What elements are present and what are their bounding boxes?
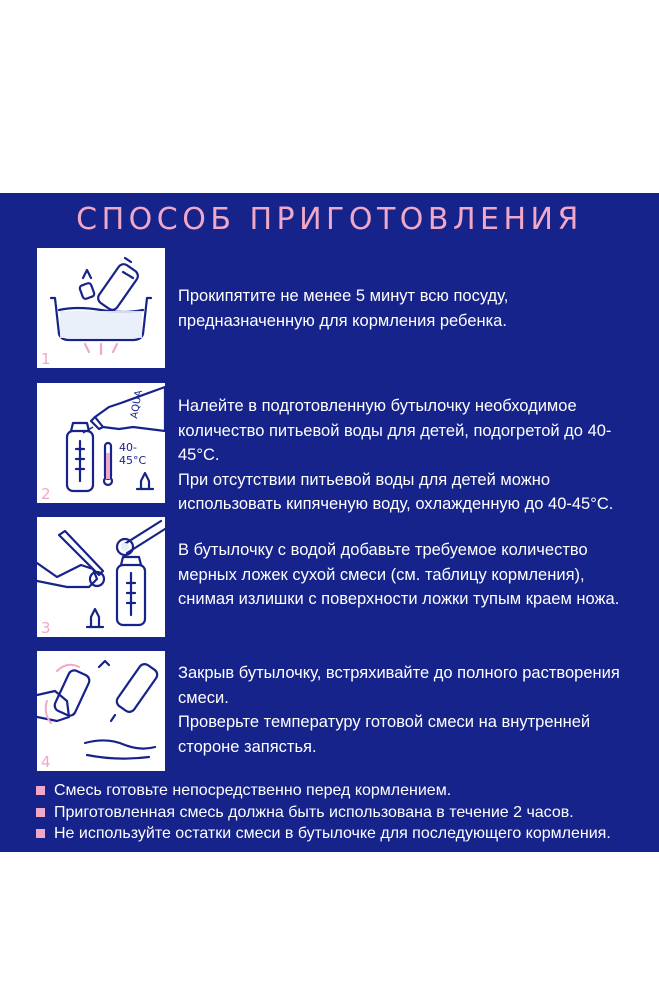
spoon-formula-icon (37, 517, 165, 637)
step-number: 2 (41, 485, 51, 503)
step-2-illustration (37, 383, 165, 503)
temp-label-2: 45°C (119, 454, 147, 467)
notes-list (36, 780, 656, 845)
aqua-label: AQUA (129, 389, 145, 420)
water-bottle-pour-icon (37, 383, 165, 503)
list-item (36, 780, 656, 802)
list-item (36, 802, 656, 824)
bullet-icon (36, 786, 45, 795)
step-number: 3 (41, 619, 51, 637)
note-text: Не используйте остатки смеси в бутылочке для последующего кормления. (54, 825, 611, 842)
step-4-illustration (37, 651, 165, 771)
list-item (36, 823, 656, 845)
bullet-icon (36, 829, 45, 838)
step-1-illustration (37, 248, 165, 368)
page-title: СПОСОБ ПРИГОТОВЛЕНИЯ (76, 202, 583, 237)
step-4-text: Закрыв бутылочку, встряхивайте до полного растворения смеси. Проверьте температуру готовой смеси на внутренней стороне запястья. (178, 664, 620, 756)
step-3-illustration (37, 517, 165, 637)
step-3-text: В бутылочку с водой добавьте требуемое количество мерных ложек сухой смеси (см. таблицу кормления), снимая излишки с поверхности ложки тупым краем ножа. (178, 541, 620, 609)
step-1-text: Прокипятите не менее 5 минут всю посуду, предназначенную для кормления ребенка. (178, 287, 509, 330)
bullet-icon (36, 808, 45, 817)
shake-bottle-icon (37, 651, 165, 771)
note-text: Приготовленная смесь должна быть использована в течение 2 часов. (54, 803, 574, 821)
note-text: Смесь готовьте непосредственно перед кормлением. (54, 782, 452, 799)
temp-label-1: 40- (119, 441, 137, 454)
pot-boiling-icon (37, 248, 165, 368)
step-2-text: Налейте в подготовленную бутылочку необходимое количество питьевой воды для детей, подогретой до 40-45°С. При отсутствии питьевой воды для детей можно использовать кипяченую воду, охлажденную до 40-45°С. (178, 397, 614, 514)
step-number: 4 (41, 753, 51, 771)
step-number: 1 (41, 350, 51, 368)
